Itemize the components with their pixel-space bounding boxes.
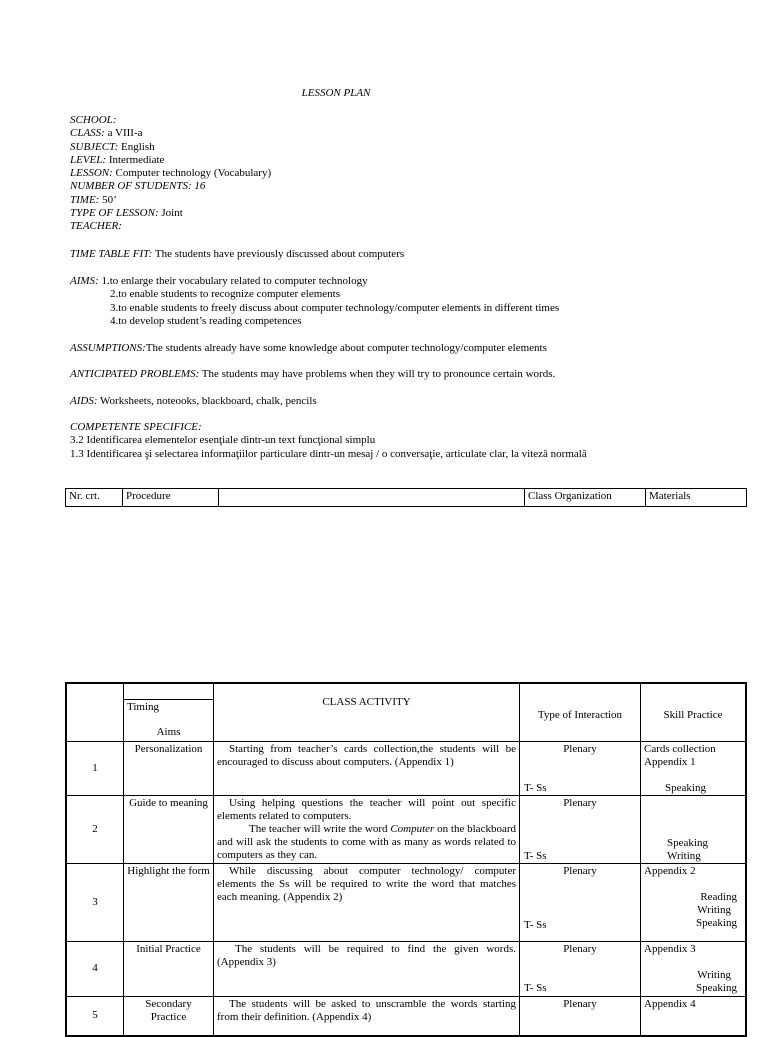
row-activity: Starting from teacher’s cards collection,the students will be encouraged to discuss about computers. (Appendix 1) bbox=[214, 741, 520, 795]
skill-item: Writing bbox=[697, 968, 731, 981]
plenary-label: Plenary bbox=[563, 796, 597, 809]
interaction-label: T- Ss bbox=[524, 918, 547, 931]
aims-item: 2.to enable students to recognize computer elements bbox=[110, 288, 341, 301]
skill-item: Speaking bbox=[665, 781, 706, 794]
header-interaction: Type of Interaction bbox=[520, 683, 641, 741]
activity-part: Using helping questions the teacher will point out specific elements related to computers. bbox=[217, 796, 516, 822]
skill-item: Writing bbox=[667, 849, 701, 862]
aids: AIDS: Worksheets, noteooks, blackboard, chalk, pencils bbox=[70, 395, 317, 407]
material-item: Cards collection bbox=[644, 742, 716, 755]
interaction-label: T- Ss bbox=[524, 781, 547, 794]
row-activity bbox=[214, 795, 520, 863]
skill-item: Reading bbox=[700, 890, 737, 903]
material-item: Appendix 2 bbox=[644, 864, 696, 877]
procedure-table bbox=[65, 488, 747, 507]
activity-part: The teacher will write the word Computer on the blackboard and will ask the students to come with as many as words related to computers as they can. bbox=[217, 822, 516, 861]
header-nr-empty bbox=[66, 683, 124, 741]
meta-lesson: LESSON: Computer technology (Vocabulary) bbox=[70, 167, 272, 180]
header-class-activity: CLASS ACTIVITY bbox=[214, 683, 520, 741]
meta-time: TIME: 50’ bbox=[70, 193, 117, 206]
meta-school: SCHOOL: bbox=[70, 114, 117, 126]
timetable-fit: TIME TABLE FIT: The students have previously discussed about computers bbox=[70, 248, 405, 260]
aims-section bbox=[70, 275, 559, 328]
material-item: Appendix 4 bbox=[644, 997, 696, 1010]
row-number: 4 bbox=[66, 941, 124, 996]
row-activity: The students will be asked to unscramble the words starting from their definition. (Appendix 4) bbox=[214, 996, 520, 1036]
table-header-row bbox=[66, 683, 746, 741]
header-procedure: Procedure bbox=[123, 489, 219, 507]
header-skill: Skill Practice bbox=[641, 683, 747, 741]
competente-item: 3.2 Identificarea elementelor esenţiale dintr-un text funcţional simplu bbox=[70, 434, 376, 447]
aims-first: AIMS: 1.to enlarge their vocabulary related to computer technology bbox=[70, 275, 368, 287]
skill-item: Speaking bbox=[667, 836, 708, 849]
table-row bbox=[66, 996, 746, 1036]
competente-section bbox=[70, 421, 587, 461]
row-interaction bbox=[520, 741, 641, 795]
meta-students: NUMBER OF STUDENTS: 16 bbox=[70, 180, 206, 193]
row-interaction bbox=[520, 863, 641, 941]
meta-teacher: TEACHER: bbox=[70, 220, 122, 233]
material-item: Appendix 1 bbox=[644, 755, 696, 768]
table-row bbox=[66, 741, 746, 795]
header-aims: Aims bbox=[156, 726, 181, 738]
row-number: 3 bbox=[66, 863, 124, 941]
row-materials-skills bbox=[641, 795, 747, 863]
header-materials: Materials bbox=[646, 489, 747, 507]
meta-class: CLASS: a VIII-a bbox=[70, 127, 143, 140]
row-number: 5 bbox=[66, 996, 124, 1036]
competente-label: COMPETENTE SPECIFICE: bbox=[70, 421, 202, 433]
skill-item: Writing bbox=[697, 903, 731, 916]
header-class-organization: Class Organization bbox=[525, 489, 646, 507]
plenary-label: Plenary bbox=[563, 864, 597, 877]
material-item: Appendix 3 bbox=[644, 942, 696, 955]
aims-item: 3.to enable students to freely discuss about computer technology/computer elements in different times bbox=[110, 301, 560, 314]
aims-item: 4.to develop student’s reading competences bbox=[110, 314, 302, 327]
row-aim: Personalization bbox=[124, 741, 214, 795]
meta-type: TYPE OF LESSON: Joint bbox=[70, 207, 183, 220]
interaction-label: T- Ss bbox=[524, 981, 547, 994]
row-aim: Initial Practice bbox=[124, 941, 214, 996]
row-activity: While discussing about computer technology/ computer elements the Ss will be required to write the word that matches each meaning. (Appendix 2) bbox=[214, 863, 520, 941]
document-title: LESSON PLAN bbox=[301, 87, 371, 99]
skill-item: Speaking bbox=[696, 981, 737, 994]
row-number: 2 bbox=[66, 795, 124, 863]
row-interaction bbox=[520, 941, 641, 996]
lesson-meta bbox=[70, 114, 271, 234]
table-row bbox=[66, 863, 746, 941]
row-interaction bbox=[520, 795, 641, 863]
competente-item: 1.3 Identificarea şi selectarea informaţiilor particulare dintr-un mesaj / o conversaţie, articulate clar, la viteză normală bbox=[70, 447, 587, 460]
row-materials-skills bbox=[641, 863, 747, 941]
header-timing: Timing bbox=[127, 701, 160, 713]
meta-subject: SUBJECT: English bbox=[70, 140, 155, 153]
row-aim: Guide to meaning bbox=[124, 795, 214, 863]
anticipated-problems: ANTICIPATED PROBLEMS: The students may have problems when they will try to pronounce certain words. bbox=[70, 368, 556, 380]
row-number: 1 bbox=[66, 741, 124, 795]
row-materials-skills bbox=[641, 741, 747, 795]
row-aim: Secondary Practice bbox=[124, 996, 214, 1036]
plenary-label: Plenary bbox=[563, 742, 597, 755]
table-row bbox=[66, 795, 746, 863]
plenary-label: Plenary bbox=[563, 942, 597, 955]
header-nr: Nr. crt. bbox=[66, 489, 123, 507]
row-materials-skills bbox=[641, 996, 747, 1036]
row-aim: Highlight the form bbox=[124, 863, 214, 941]
table-header-row bbox=[66, 489, 747, 507]
activity-table bbox=[65, 682, 747, 1037]
row-materials-skills bbox=[641, 941, 747, 996]
table-row bbox=[66, 941, 746, 996]
header-timing-aims bbox=[124, 683, 214, 741]
row-interaction: Plenary bbox=[520, 996, 641, 1036]
header-blank bbox=[219, 489, 525, 507]
assumptions: ASSUMPTIONS:The students already have some knowledge about computer technology/computer elements bbox=[70, 342, 547, 354]
meta-level: LEVEL: Intermediate bbox=[70, 153, 165, 166]
row-activity: The students will be required to find the given words. (Appendix 3) bbox=[214, 941, 520, 996]
interaction-label: T- Ss bbox=[524, 849, 547, 862]
skill-item: Speaking bbox=[696, 916, 737, 929]
